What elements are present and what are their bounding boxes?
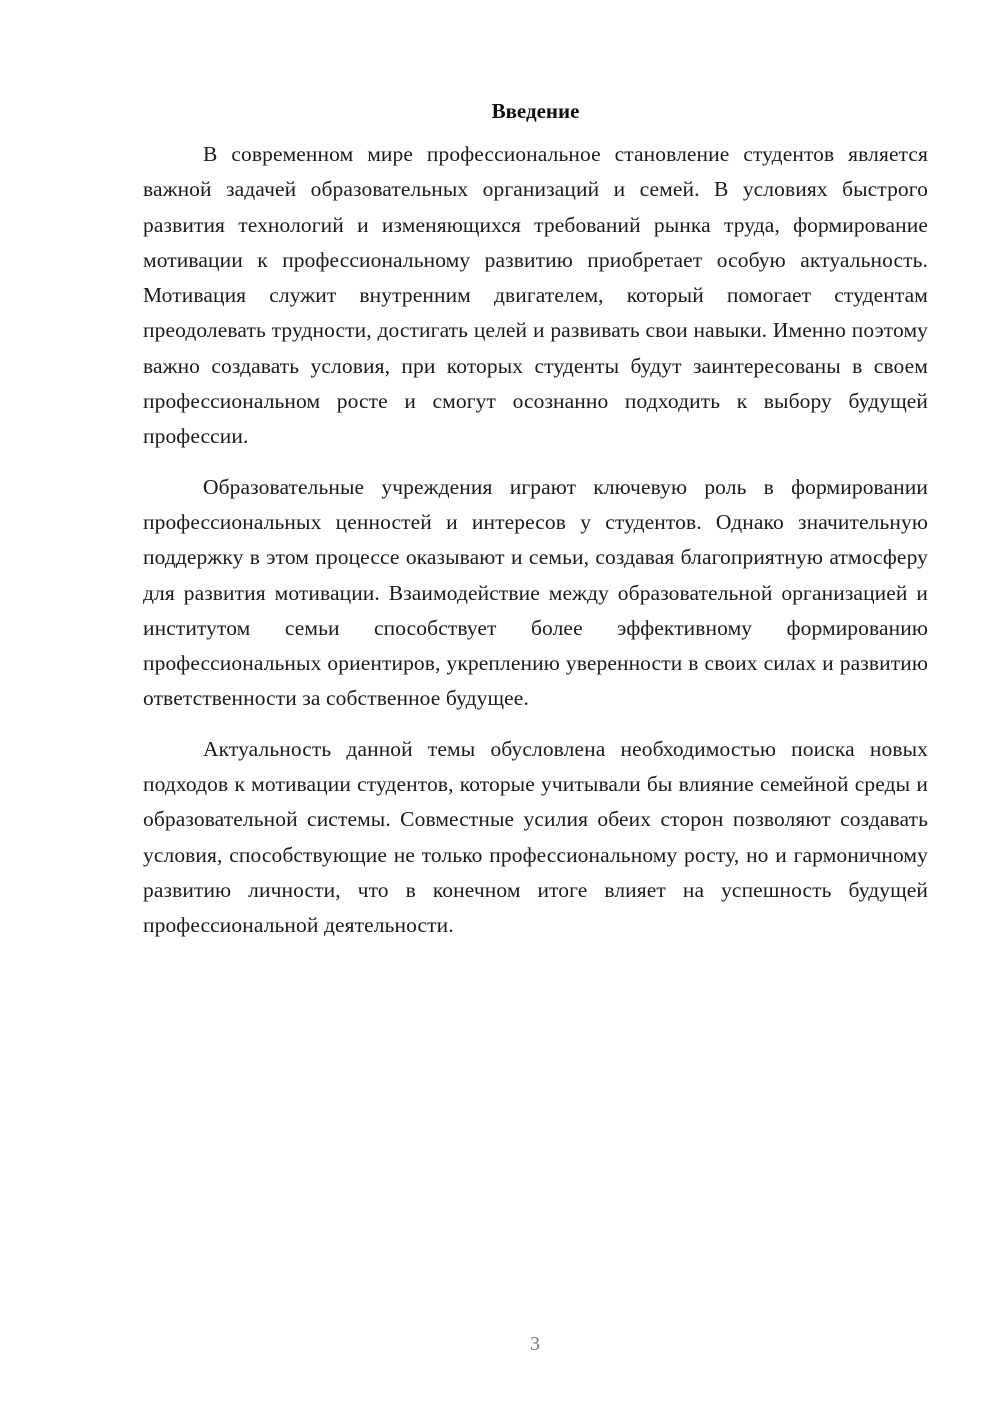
paragraph-3: Актуальность данной темы обусловлена необходимостью поиска новых подходов к мотивации студентов, которые учитывали бы влияние семейной среды и образовательной системы. Совместные усилия обеих сторон позволяют создавать условия, способствующие не только профессиональному росту, но и гармоничному развитию личности, что в конечном итоге влияет на успешность будущей профессиональной деятельности. [143,736,928,938]
document-body [143,96,928,944]
page-number: 3 [530,1333,540,1355]
paragraph-1: В современном мире профессиональное становление студентов является важной задачей образовательных организаций и семей. В условиях быстрого развития технологий и изменяющихся требований рынка труда, формирование мотивации к профессиональному развитию приобретает особую актуальность. Мотивация служит внутренним двигателем, который помогает студентам преодолевать трудности, достигать целей и развивать свои навыки. Именно поэтому важно создавать условия, при которых студенты будут заинтересованы в своем профессиональном росте и смогут осознанно подходить к выбору будущей профессии. [143,142,928,449]
section-title: Введение [491,99,580,123]
paragraph-2: Образовательные учреждения играют ключевую роль в формировании профессиональных ценностей и интересов у студентов. Однако значительную поддержку в этом процессе оказывают и семьи, создавая благоприятную атмосферу для развития мотивации. Взаимодействие между образовательной организацией и институтом семьи способствует более эффективному формированию профессиональных ориентиров, укреплению уверенности в своих силах и развитию ответственности за собственное будущее. [143,474,928,711]
